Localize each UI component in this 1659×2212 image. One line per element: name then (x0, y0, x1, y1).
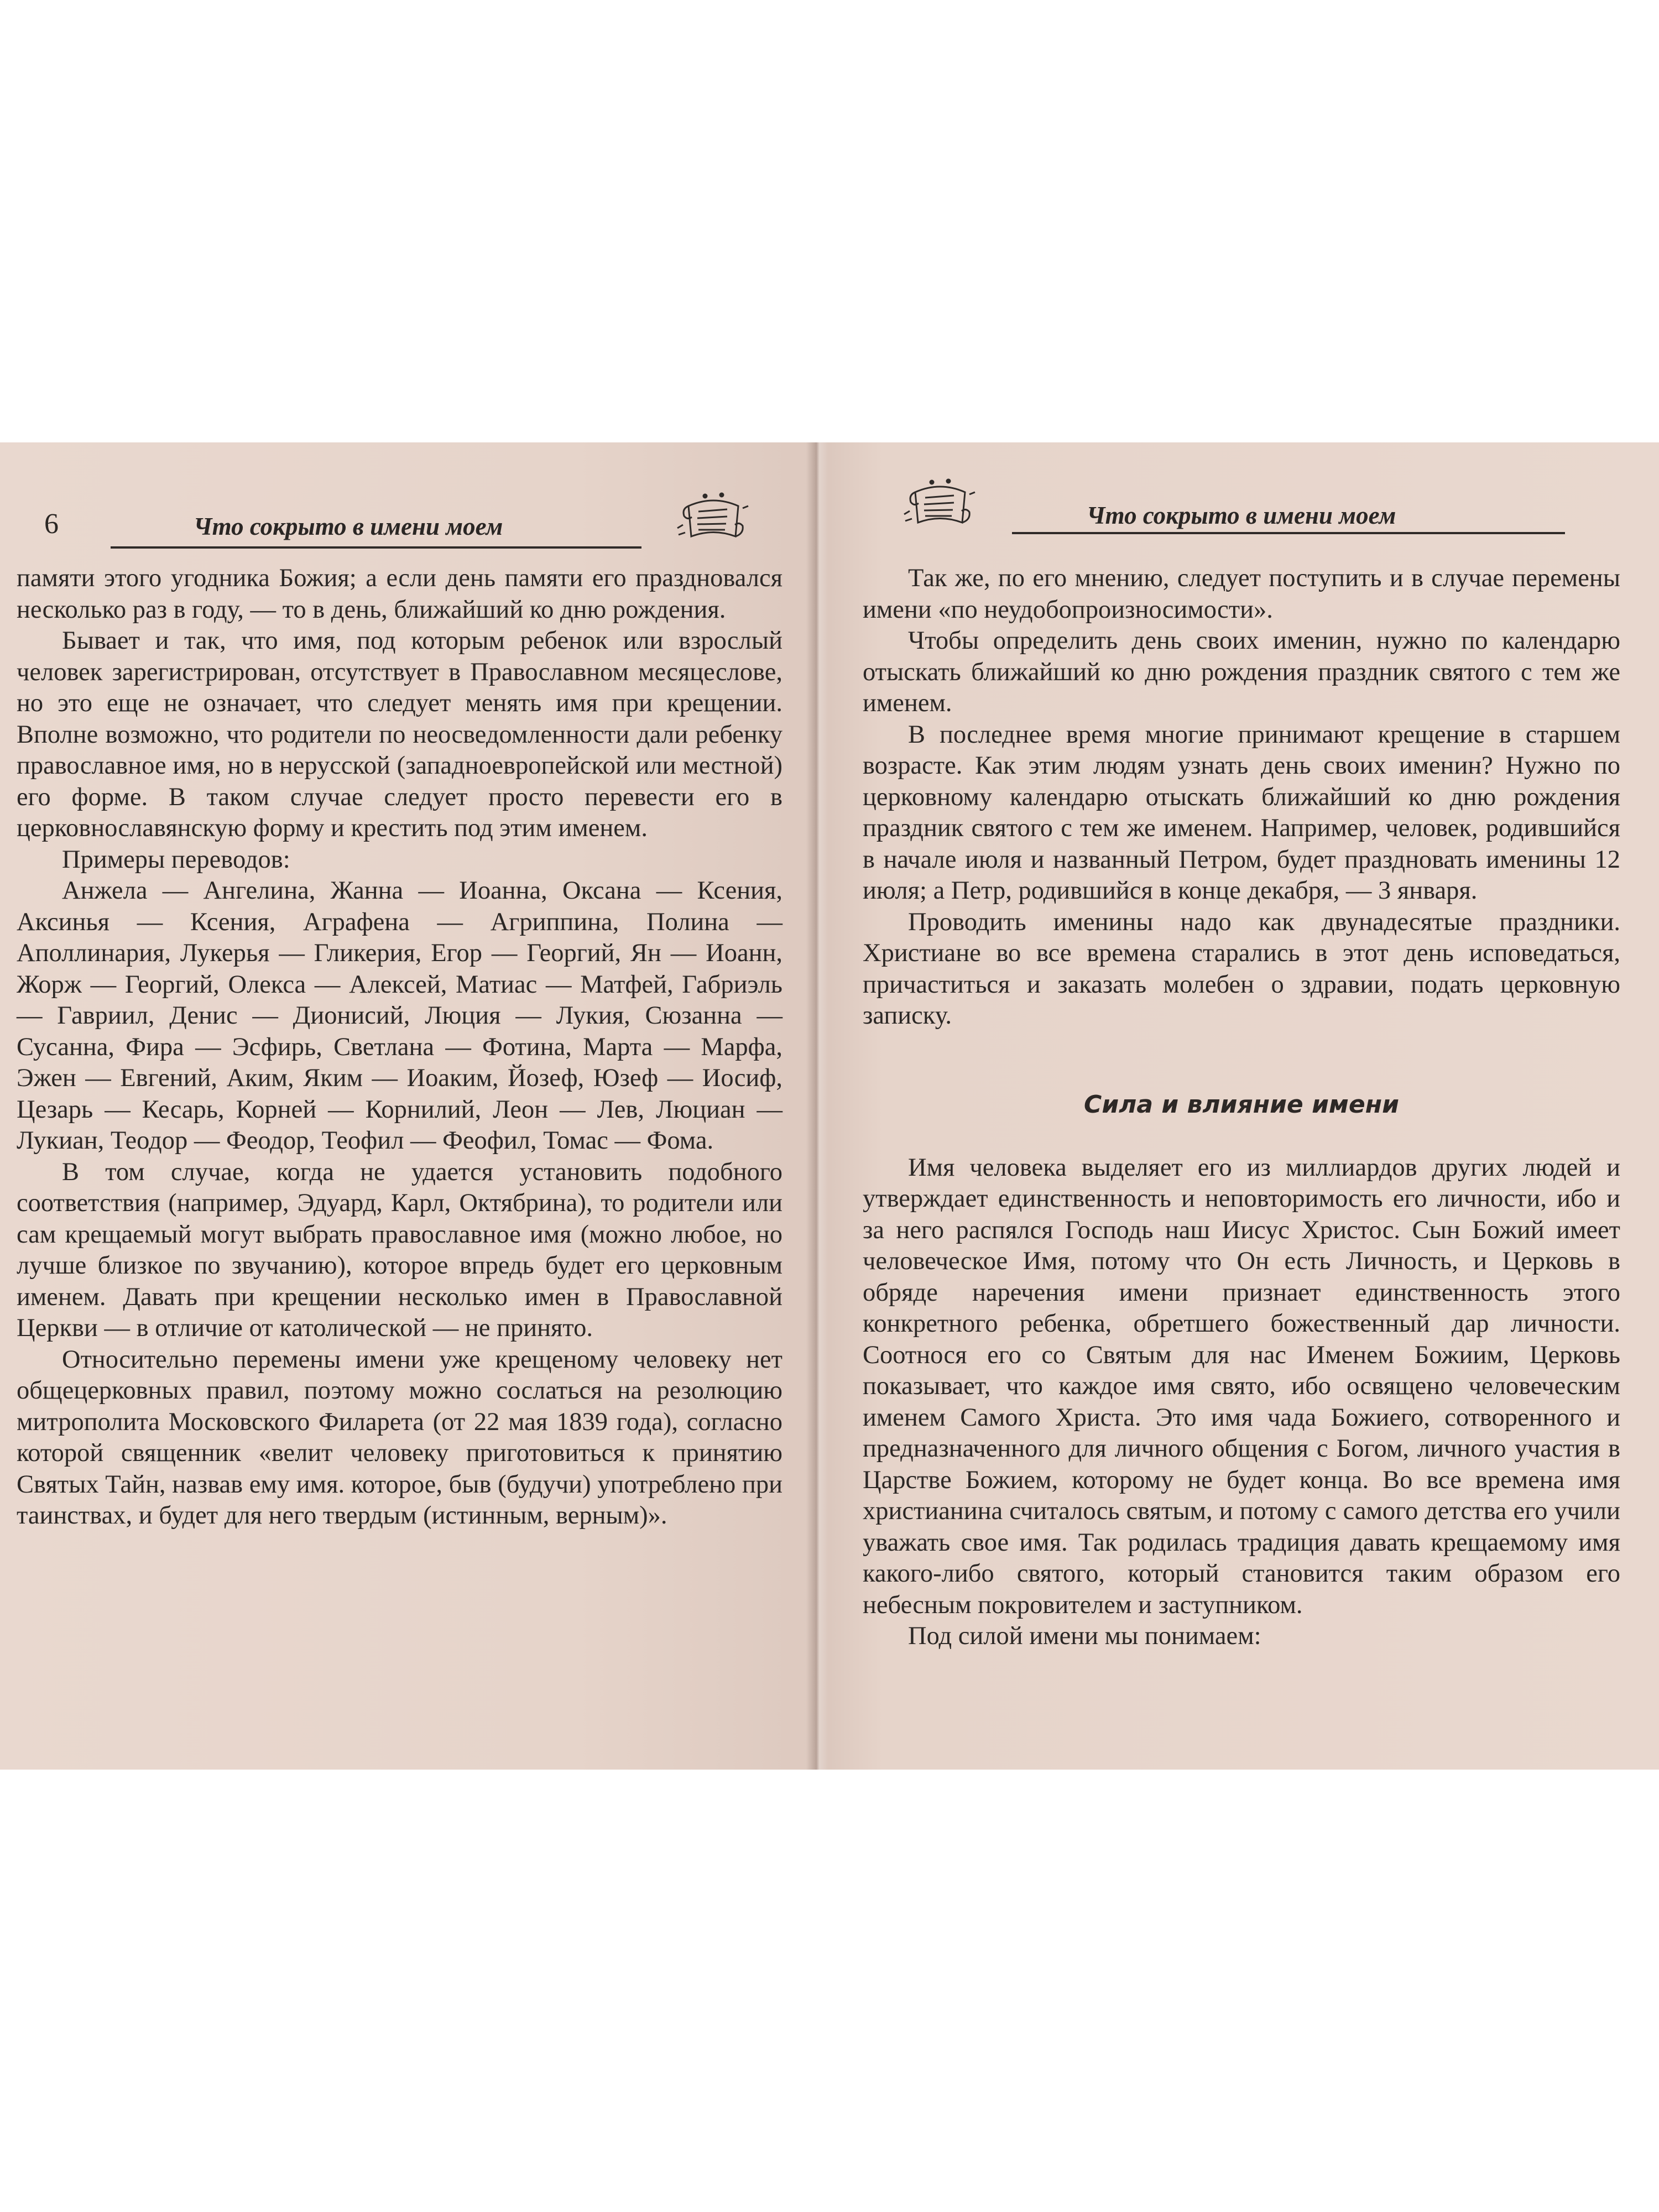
right-page-body (863, 563, 1620, 1652)
paragraph: памяти этого угодника Божия; а если день памяти его праздновался несколько раз в году, — то в день, ближайший ко дню рождения. (17, 564, 782, 624)
paragraph: Анжела — Ангелина, Жанна — Иоанна, Оксана — Ксения, Аксинья — Ксения, Аграфена — Агриппина, Полина — Аполлинария, Лукерья — Гликерия, Егор — Георгий, Ян — Иоанн, Жорж — Георгий, Олекса — Алексей, Матиас — Матфей, Габриэль — Гавриил, Денис — Дионисий, Люция — Лукия, Сюзанна — Сусанна, Фира — Эсфирь, Светлана — Фотина, Марта — Марфа, Эжен — Евгений, Аким, Яким — Иоаким, Йозеф, Юзеф — Иосиф, Цезарь — Кесарь, Корней — Корнилий, Леон — Лев, Люциан — Лукиан, Теодор — Феодор, Теофил — Феофил, Томас — Фома. (17, 877, 782, 1155)
paragraph: Под силой имени мы понимаем: (908, 1622, 1261, 1650)
paragraph: В том случае, когда не удается установить подобного соответствия (например, Эдуард, Карл, Октябрина), то родители или сам крещаемый могут выбрать православное имя (можно любое, но лучше близкое по звучанию), которое впредь будет его церковным именем. Давать при крещении несколько имен в Православной Церкви — в отличие от католической — не принято. (17, 1157, 782, 1342)
left-page-body (17, 563, 782, 1532)
paragraph: Имя человека выделяет его из миллиардов других людей и утверждает единственность и неповторимость его личности, ибо и за него распялся Господь наш Иисус Христос. Сын Божий имеет человеческое Имя, потому что Он есть Личность, и Церковь в обряде наречения имени признает единственность этого конкретного ребенка, обретшего божественный дар личности. Соотнося его со Святым для нас Именем Божиим, Церковь показывает, что каждое имя свято, ибо освящено человеческим именем Самого Христа. Это имя чада Божиего, сотворенного и предназначенного для личного общения с Богом, личного участия в Царстве Божием, которому не будет конца. Во все времена имя христианина считалось святым, и потому с самого детства его учили уважать свое имя. Так родилась традиция давать крещаемому имя какого-либо святого, который становится таким образом его небесным покровителем и заступником. (863, 1153, 1620, 1619)
paragraph: Так же, по его мнению, следует поступить и в случае перемены имени «по неудобопроизносимости». (863, 564, 1620, 624)
running-header-title: Что сокрыто в имени моем (194, 513, 503, 540)
paragraph: Примеры переводов: (62, 845, 290, 874)
page-number: 6 (44, 508, 59, 540)
right-page (816, 442, 1659, 1770)
book-spread (0, 442, 1659, 1770)
paragraph: Чтобы определить день своих именин, нужно по календарю отыскать ближайший ко дню рождения праздник святого с тем же именем. (863, 627, 1620, 717)
paragraph: В последнее время многие принимают крещение в старшем возрасте. Как этим людям узнать день своих именин? Нужно по церковному календарю отыскать ближайший ко дню рождения праздник святого с тем же именем. Например, человек, родившийся в начале июля и названный Петром, будет праздновать именины 12 июля; а Петр, родившийся в конце декабря, — 3 января. (863, 720, 1620, 905)
header-rule (1012, 532, 1565, 534)
header-rule (111, 546, 641, 549)
section-heading: Сила и влияние имени (1084, 1090, 1399, 1119)
running-header-title: Что сокрыто в имени моем (1087, 502, 1396, 529)
paragraph: Проводить именины надо как двунадесятые праздники. Христиане во все времена старались в этот день исповедаться, причаститься и заказать молебен о здравии, подать церковную записку. (863, 907, 1620, 1030)
scroll-emblem-icon (899, 476, 982, 536)
book-gutter (806, 442, 828, 1770)
left-page (0, 442, 816, 1770)
paragraph: Относительно перемены имени уже крещеному человеку нет общецерковных правил, поэтому можно сослаться на резолюцию митрополита Московского Филарета (от 22 мая 1839 года), согласно которой священник «велит человеку приготовиться к принятию Святых Тайн, назвав ему имя. которое, быв (будучи) употреблено при таинствах, и будет для него твердым (истинным, верным)». (17, 1345, 782, 1530)
paragraph: Бывает и так, что имя, под которым ребенок или взрослый человек зарегистрирован, отсутствует в Православном месяцеслове, но это еще не означает, что следует менять имя при крещении. Вполне возможно, что родители по неосведомленности дали ребенку православное имя, но в нерусской (западноевропейской или местной) его форме. В таком случае следует просто перевести его в церковнославянскую форму и крестить под этим именем. (17, 627, 782, 842)
scroll-emblem-icon (672, 489, 755, 550)
